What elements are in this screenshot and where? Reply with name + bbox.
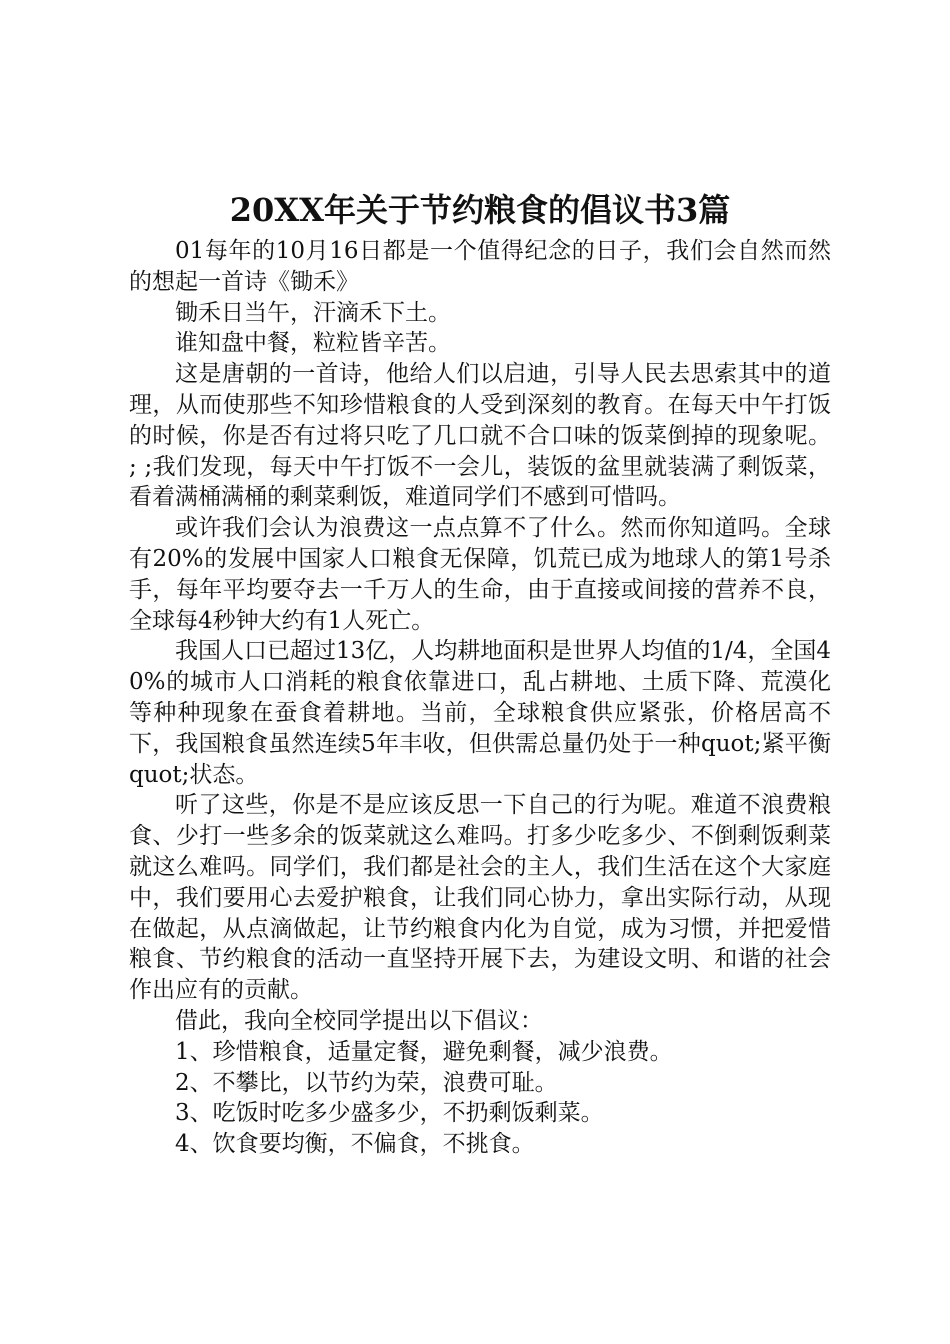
paragraph-reflection: 听了这些，你是不是应该反思一下自己的行为呢。难道不浪费粮食、少打一些多余的饭菜就这么难吗。打多少吃多少、不倒剩饭剩菜就这么难吗。同学们，我们都是社会的主人，我们生活在这个大家庭中，我们要用心去爱护粮食，让我们同心协力，拿出实际行动，从现在做起，从点滴做起，让节约粮食内化为自觉，成为习惯，并把爱惜粮食、节约粮食的活动一直坚持开展下去，为建设文明、和谐的社会作出应有的贡献。 [129,792,831,1004]
proposal-item-1: 1、珍惜粮食，适量定餐，避免剩餐，减少浪费。 [175,1038,673,1065]
proposal-item-2: 2、不攀比，以节约为荣，浪费可耻。 [175,1069,558,1096]
document-title: 20XX年关于节约粮食的倡议书3篇 [229,191,731,229]
poem-line-2: 谁知盘中餐，粒粒皆辛苦。 [175,330,451,357]
paragraph-poem-meaning: 这是唐朝的一首诗，他给人们以启迪，引导人民去思索其中的道理，从而使那些不知珍惜粮食的人受到深刻的教育。在每天中午打饭的时候，你是否有过将只吃了几口就不合口味的饭菜倒掉的现象呢。 ; ;我们发现，每天中午打饭不一会儿，装饭的盆里就装满了剩饭菜，看着满桶满桶的剩菜剩饭，难道同学们不感到可惜吗。 [129,361,831,511]
paragraph-global-hunger: 或许我们会认为浪费这一点点算不了什么。然而你知道吗。全球有20%的发展中国家人口粮食无保障，饥荒已成为地球人的第1号杀手，每年平均要夺去一千万人的生命，由于直接或间接的营养不良，全球每4秒钟大约有1人死亡。 [129,515,831,634]
proposal-item-4: 4、饮食要均衡，不偏食，不挑食。 [175,1131,535,1158]
paragraph-intro: 01每年的10月16日都是一个值得纪念的日子，我们会自然而然的想起一首诗《锄禾》 [129,238,831,295]
paragraph-proposal-intro: 借此，我向全校同学提出以下倡议： [175,1007,543,1034]
document-page [129,186,831,1160]
paragraph-national-situation: 我国人口已超过13亿，人均耕地面积是世界人均值的1/4，全国40%的城市人口消耗的粮食依靠进口，乱占耕地、土质下降、荒漠化等种种现象在蚕食着耕地。当前，全球粮食供应紧张，价格居高不下，我国粮食虽然连续5年丰收，但供需总量仍处于一种quot;紧平衡quot;状态。 [129,638,831,788]
proposal-item-3: 3、吃饭时吃多少盛多少，不扔剩饭剩菜。 [175,1100,604,1127]
document-body [129,236,831,1160]
poem-line-1: 锄禾日当午，汗滴禾下土。 [175,299,451,326]
